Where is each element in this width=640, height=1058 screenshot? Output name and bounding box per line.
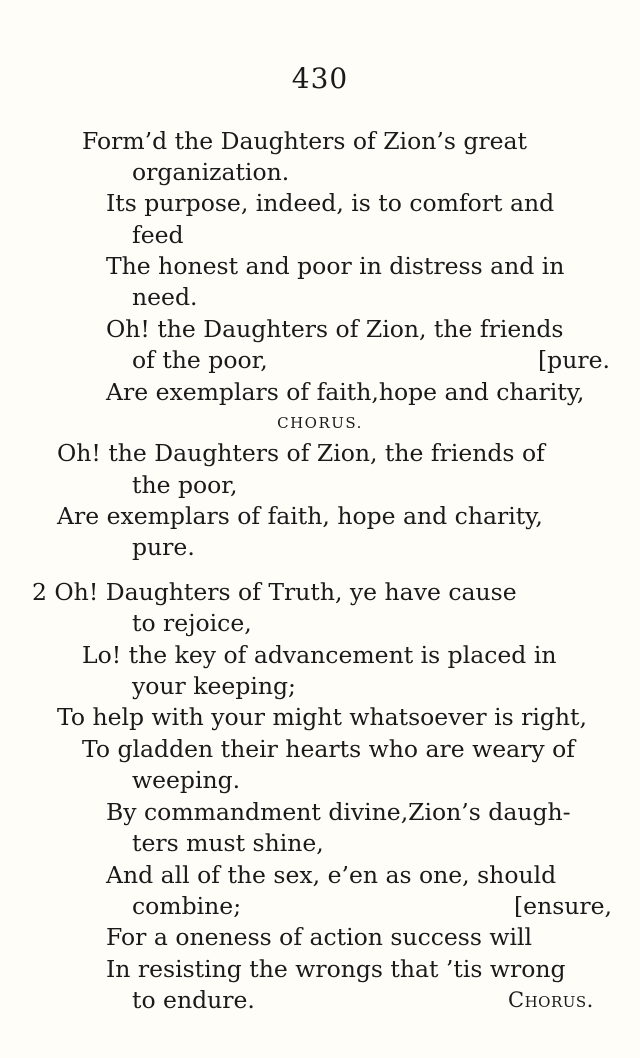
verse2-line-2: to rejoice, bbox=[132, 609, 252, 637]
verse2-line-5: To help with your might whatsoever is right, bbox=[57, 703, 587, 731]
chorus-line-2: the poor, bbox=[132, 471, 238, 499]
verse1-line-2: organization. bbox=[132, 158, 290, 186]
verse2-line-6: To gladden their hearts who are weary of bbox=[82, 735, 575, 763]
verse1-line-3: Its purpose, indeed, is to comfort and bbox=[106, 189, 555, 217]
verse2-line-13: In resisting the wrongs that ’tis wrong bbox=[106, 955, 566, 983]
chorus-line-4: pure. bbox=[132, 533, 195, 561]
verse1-line-5: The honest and poor in distress and in bbox=[106, 252, 565, 280]
verse2-line-9: ters must shine, bbox=[132, 829, 324, 857]
verse2-line-7: weeping. bbox=[132, 766, 241, 794]
verse2-line-14-left: to endure. bbox=[132, 986, 255, 1014]
page-number: 430 bbox=[291, 62, 349, 95]
chorus-heading: CHORUS. bbox=[277, 414, 363, 432]
verse1-line-1: Form’d the Daughters of Zion’s great bbox=[82, 127, 527, 155]
verse1-line-7: Oh! the Daughters of Zion, the friends bbox=[106, 315, 564, 343]
verse1-line-4: feed bbox=[132, 221, 184, 249]
verse1-line-8-right: [pure. bbox=[538, 346, 610, 374]
verse2-line-3: Lo! the key of advancement is placed in bbox=[82, 641, 557, 669]
verse1-line-9: Are exemplars of faith,hope and charity, bbox=[106, 378, 585, 406]
verse1-line-8-left: of the poor, bbox=[132, 346, 268, 374]
verse1-line-6: need. bbox=[132, 283, 198, 311]
chorus-line-1: Oh! the Daughters of Zion, the friends of bbox=[57, 439, 545, 467]
chorus-line-3: Are exemplars of faith, hope and charity, bbox=[57, 502, 543, 530]
verse2-line-8: By commandment divine,Zion’s daugh- bbox=[106, 798, 571, 826]
verse2-chorus-cue: Chorus. bbox=[508, 988, 594, 1012]
verse2-line-10: And all of the sex, e’en as one, should bbox=[106, 861, 557, 889]
verse2-line-12: For a oneness of action success will bbox=[106, 923, 533, 951]
verse2-line-11-right: [ensure, bbox=[514, 892, 613, 920]
verse2-line-4: your keeping; bbox=[132, 672, 296, 700]
verse2-line-11-left: combine; bbox=[132, 892, 242, 920]
verse2-line-1: 2 Oh! Daughters of Truth, ye have cause bbox=[32, 578, 517, 606]
